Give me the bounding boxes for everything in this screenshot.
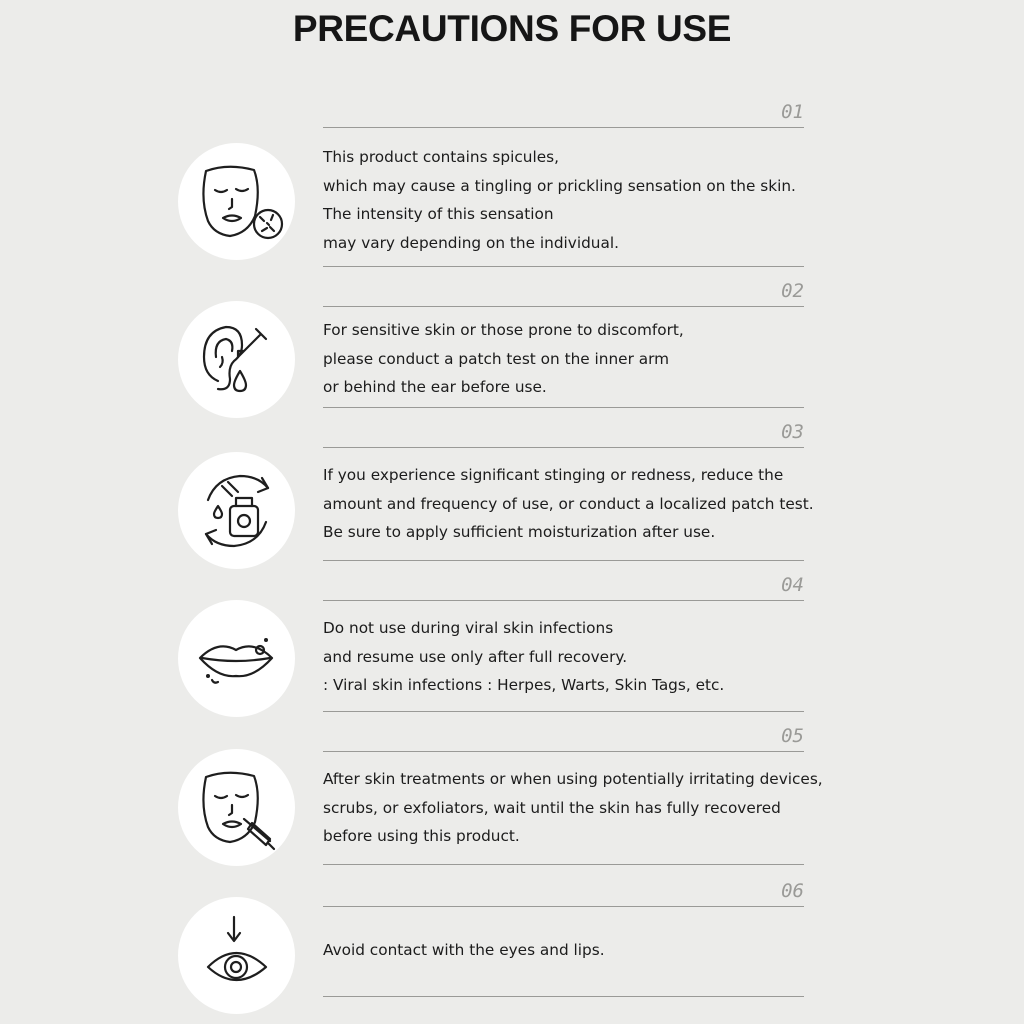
eye-arrow-icon — [178, 897, 295, 1014]
item-number: 01 — [781, 101, 804, 123]
item-text-line: amount and frequency of use, or conduct a localized patch test. — [323, 494, 814, 513]
item-number: 06 — [781, 880, 804, 902]
divider — [323, 306, 804, 307]
divider — [323, 996, 804, 997]
item-text-line: Be sure to apply sufficient moisturization after use. — [323, 523, 716, 541]
item-text-line: scrubs, or exfoliators, wait until the skin has fully recovered — [323, 798, 781, 817]
item-text-line: Avoid contact with the eyes and lips. — [323, 941, 605, 959]
divider — [323, 906, 804, 907]
bottle-refresh-icon — [178, 452, 295, 569]
divider — [323, 711, 804, 712]
item-text-line: Do not use during viral skin infections — [323, 619, 614, 637]
item-text-line: : Viral skin infections : Herpes, Warts, Skin Tags, etc. — [323, 676, 725, 694]
item-text-line: For sensitive skin or those prone to discomfort, — [323, 321, 684, 339]
face-treatment-icon — [178, 749, 295, 866]
item-number: 05 — [781, 725, 804, 747]
divider — [323, 127, 804, 128]
divider — [323, 864, 804, 865]
item-text-line: If you experience significant stinging or redness, reduce the — [323, 466, 784, 484]
divider — [323, 266, 804, 267]
face-spicule-icon — [178, 143, 295, 260]
divider — [323, 407, 804, 408]
item-number: 04 — [781, 574, 804, 596]
lips-infection-icon — [178, 600, 295, 717]
divider — [323, 600, 804, 601]
item-text-line: and resume use only after full recovery. — [323, 647, 628, 666]
item-text-line: This product contains spicules, — [323, 148, 559, 166]
item-text-line: or behind the ear before use. — [323, 378, 547, 396]
divider — [323, 560, 804, 561]
item-text-line: The intensity of this sensation — [323, 205, 554, 223]
page-title: PRECAUTIONS FOR USE — [292, 8, 732, 49]
item-text-line: which may cause a tingling or prickling sensation on the skin. — [323, 176, 796, 195]
item-text-line: After skin treatments or when using potentially irritating devices, — [323, 770, 823, 788]
item-text-line: before using this product. — [323, 827, 520, 845]
divider — [323, 751, 804, 752]
ear-dropper-icon — [178, 301, 295, 418]
item-text-line: please conduct a patch test on the inner arm — [323, 349, 670, 368]
item-text-line: may vary depending on the individual. — [323, 233, 619, 252]
divider — [323, 447, 804, 448]
item-number: 03 — [781, 421, 804, 443]
item-number: 02 — [781, 280, 804, 302]
